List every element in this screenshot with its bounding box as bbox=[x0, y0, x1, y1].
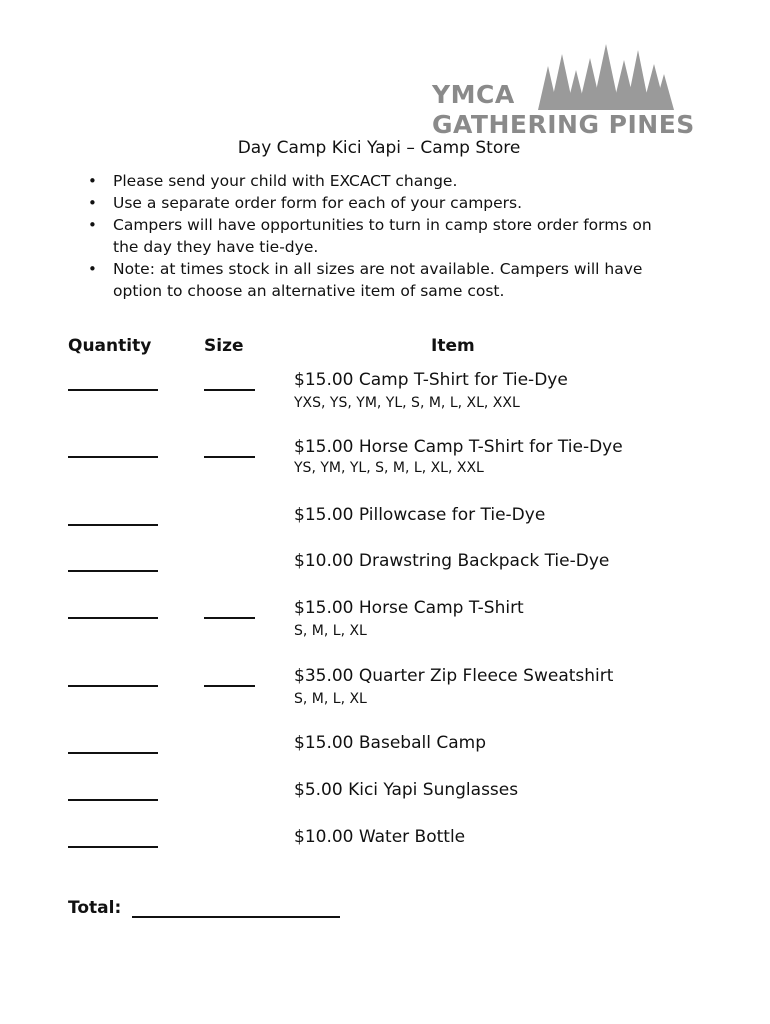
ymca-gathering-pines-logo bbox=[430, 44, 695, 139]
item-column-header: Item bbox=[431, 336, 475, 356]
quantity-blank[interactable] bbox=[68, 551, 158, 572]
item-name: $15.00 Horse Camp T-Shirt for Tie-Dye bbox=[294, 437, 623, 457]
item-name: $15.00 Baseball Camp bbox=[294, 733, 486, 753]
logo-text-gathering-pines: GATHERING PINES bbox=[432, 110, 695, 139]
item-name: $10.00 Water Bottle bbox=[294, 827, 466, 847]
item-name: $35.00 Quarter Zip Fleece Sweatshirt bbox=[294, 666, 614, 686]
quantity-blank[interactable] bbox=[68, 827, 158, 848]
quantity-blank[interactable] bbox=[68, 598, 158, 619]
quantity-blank[interactable] bbox=[68, 437, 158, 458]
size-blank[interactable] bbox=[204, 437, 255, 458]
size-blank[interactable] bbox=[204, 598, 255, 619]
instructions-list bbox=[88, 170, 678, 302]
instruction-item: • Use a separate order form for each of your campers. bbox=[88, 192, 678, 214]
item-sizes: YS, YM, YL, S, M, L, XL, XXL bbox=[294, 460, 484, 476]
instruction-item: • Please send your child with EXCACT change. bbox=[88, 170, 678, 192]
item-sizes: S, M, L, XL bbox=[294, 691, 367, 707]
item-name: $5.00 Kici Yapi Sunglasses bbox=[294, 780, 519, 800]
quantity-blank[interactable] bbox=[68, 370, 158, 391]
quantity-blank[interactable] bbox=[68, 780, 158, 801]
instruction-item: • Campers will have opportunities to turn in camp store order forms on the day they have tie-dye. bbox=[88, 214, 678, 258]
item-name: $15.00 Horse Camp T-Shirt bbox=[294, 598, 524, 618]
logo-text-ymca: YMCA bbox=[432, 80, 515, 109]
item-name: $10.00 Drawstring Backpack Tie-Dye bbox=[294, 551, 610, 571]
item-sizes: YXS, YS, YM, YL, S, M, L, XL, XXL bbox=[294, 395, 520, 411]
pine-trees-icon bbox=[526, 44, 676, 110]
item-name: $15.00 Camp T-Shirt for Tie-Dye bbox=[294, 370, 568, 390]
quantity-blank[interactable] bbox=[68, 733, 158, 754]
size-blank[interactable] bbox=[204, 666, 255, 687]
quantity-column-header: Quantity bbox=[68, 336, 152, 356]
size-column-header: Size bbox=[204, 336, 244, 356]
instruction-item: • Note: at times stock in all sizes are not available. Campers will have option to choose an alternative item of same cost. bbox=[88, 258, 678, 302]
total-label: Total: bbox=[68, 898, 122, 918]
total-blank[interactable] bbox=[132, 898, 340, 918]
quantity-blank[interactable] bbox=[68, 666, 158, 687]
page-title: Day Camp Kici Yapi – Camp Store bbox=[237, 138, 521, 158]
item-sizes: S, M, L, XL bbox=[294, 623, 367, 639]
total-section bbox=[68, 898, 121, 918]
quantity-blank[interactable] bbox=[68, 505, 158, 526]
size-blank[interactable] bbox=[204, 370, 255, 391]
item-name: $15.00 Pillowcase for Tie-Dye bbox=[294, 505, 546, 525]
